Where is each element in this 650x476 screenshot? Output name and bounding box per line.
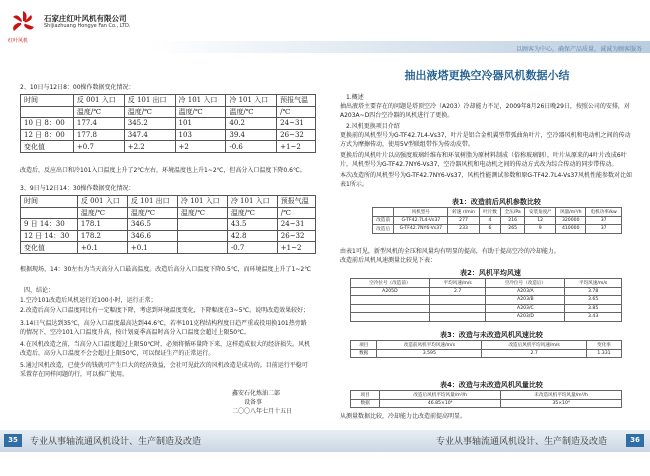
left-table-1 (20, 94, 316, 153)
table-cell: 温度/℃ (177, 207, 227, 219)
table-cell: 12 日 14：30 (21, 230, 78, 242)
conclusion-item-1: 1.空冷101改造后风机运行近100小时，运行正常； (20, 297, 157, 304)
table-cell: 177.8 (73, 129, 124, 141)
table-cell: 数据 (351, 399, 380, 408)
table-cell: 35×10⁴ (501, 399, 622, 408)
right-table-1 (372, 207, 622, 234)
table-cell: 变化率 (586, 341, 621, 350)
table-cell: 电机功率/kw (586, 208, 622, 217)
table-cell: 改造前风机平均风速/m/s (377, 341, 482, 350)
table-cell: 安装角度/° (525, 208, 556, 217)
table-row (21, 207, 316, 219)
table-cell (351, 304, 430, 313)
table-cell: 3.65 (565, 296, 622, 305)
table-cell: 347.4 (124, 129, 175, 141)
table-cell: 24~31 (277, 118, 316, 130)
table-cell: 1.331 (586, 349, 621, 358)
right-section-2-text-2: 更换后的风机叶片以高强度玻璃纤维布和环氧树脂为原材料制成（俗称玻璃钢），叶片从原来的4叶片改成6叶片，风机型号为G-TF42.7NY6-Vs37，空冷器风机和电动机之间的传动方式改为综合传动的同步带传动。 (340, 152, 627, 168)
table-cell (429, 296, 486, 305)
table-cell: 风量/m³/h (556, 208, 586, 217)
footer-text-right: 专业从事轴流通风机设计、生产制造及改造 (436, 437, 608, 447)
table-cell: 全压/Pa (501, 208, 525, 217)
table-cell: 温度/℃ (127, 207, 177, 219)
table-cell: 反 101 出口 (124, 95, 175, 107)
table-cell: 101 (175, 118, 226, 130)
table-cell (21, 106, 74, 118)
table-cell: 410000 (556, 225, 586, 234)
table-cell: 温度/℃ (73, 106, 124, 118)
table-cell: 风机型号 (394, 208, 448, 217)
conclusion-item-4: 4.在风机改造之前，当高分入口温度超过上限50℃时，必须将循环量降下来，这样造成很大的经济损失。风机改造后，高分入口温度不会会超过上限50℃，可以保证生产的正常运行。 (20, 341, 311, 357)
table-cell (373, 208, 394, 217)
table-row (21, 196, 316, 208)
table-row (373, 225, 622, 234)
table-cell: 改造前 (373, 216, 394, 225)
table-cell: 温度/℃ (124, 106, 175, 118)
table-cell: 346.6 (127, 230, 177, 242)
table-cell: 6 (479, 225, 500, 234)
table-cell: 345.2 (124, 118, 175, 130)
table-cell: 216 (501, 216, 525, 225)
table-cell: 39.4 (226, 129, 277, 141)
table-cell: /℃ (277, 207, 315, 219)
left-section-2-title: 3、9日与12日14：30操作数据变化情况： (20, 185, 135, 192)
table-cell: A203/C (486, 304, 565, 313)
right-table-2-caption: 表2：风机平均风速 (460, 269, 521, 277)
table-cell: 12 (525, 216, 556, 225)
table-cell: 预报气温 (277, 196, 315, 208)
table-cell: +0.7 (73, 141, 124, 153)
table-cell: 冷 101 入口 (175, 95, 226, 107)
left-section-1-title: 2、10日与12日8：00操作数据变化情况： (20, 84, 135, 91)
table-cell: 平均风速/m/s (429, 279, 486, 288)
right-table-3 (350, 340, 622, 358)
table-cell: +2 (175, 141, 226, 153)
left-paragraph-1: 改造后，反应出口和冷101入口温度上升了2℃左右，环境温度也上升1~2℃，但高分入口温度下降0.6℃。 (20, 167, 306, 174)
company-name-cn: 石家庄红叶风机有限公司 (44, 14, 127, 23)
table-cell: 37 (586, 216, 622, 225)
right-section-1-title: 1.概述 (346, 94, 364, 101)
header-slogan: 以顾客为中心，确保产品质量，诚诚为顾客服务 (515, 46, 642, 53)
table-cell: G-TF42.7L4-Vs37 (394, 216, 448, 225)
right-text-table-2-intro: 改造前后风机风速测量比较见下表： (340, 257, 437, 264)
conclusion-item-5: 5.通过风机改造，已使少的钱就可产生巨大的经济效益，会社可见此次的风机改造是成功的。目前运行平稳可采置存在同样问题的行，可以推广使用。 (20, 362, 308, 378)
table-cell: -0.6 (226, 141, 277, 153)
table-cell: 4 (479, 216, 500, 225)
conclusion-item-3: 3.14日气温达到35℃，高分入口温度最高达到44.6℃，若率101克程结构程度日趋严重或投用换101热旁路的情况下，空冷101入口温度升高，按计划夏季高温时高分入口温度会超过上限50℃。 (20, 320, 307, 336)
table-cell: 转速 r/min (448, 208, 480, 217)
signature-office: 设备事 (244, 399, 263, 406)
table-cell: 反 001 入口 (73, 95, 124, 107)
table-cell (177, 219, 227, 231)
table-cell (429, 313, 486, 322)
right-final-text: 从测量数据比较，冷却能力比改造前提高明显。 (340, 413, 467, 420)
right-section-1-text: 抽出液塔主要存在的问题是塔顶空冷（A203）冷却能力不足，2009年8月26日晚29日，按照公司的安排，对A203A~D四台空冷器的风机进行了更换。 (340, 103, 630, 119)
right-table-1-caption: 表1：改造前后风机参数比较 (452, 198, 541, 206)
table-cell: 叶片数 (479, 208, 500, 217)
right-table-2 (350, 278, 622, 322)
table-cell: 46.85×10⁴ (380, 399, 501, 408)
table-row (21, 141, 316, 153)
table-cell: 反 101 出口 (127, 196, 177, 208)
table-cell: 改造后 (373, 225, 394, 234)
table-cell: 冷 101 入口 (226, 95, 277, 107)
table-row (351, 349, 622, 358)
table-cell: 数据 (351, 349, 377, 358)
right-section-2-title: 2.风机更换项目介绍 (346, 123, 400, 130)
table-cell: 时间 (21, 95, 74, 107)
table-cell: 温度/℃ (175, 106, 226, 118)
conclusion-title: 四、结论： (24, 287, 55, 294)
table-cell (351, 313, 430, 322)
table-cell: 9 (525, 225, 556, 234)
table-row (351, 304, 622, 313)
table-cell: 24~31 (277, 219, 315, 231)
right-text-after-table-1: 由表1可见，新型风机的全压和风量均有明显的提高，有助于提高空冷的冷却能力。 (340, 248, 560, 255)
table-row (373, 216, 622, 225)
table-row (21, 242, 316, 254)
table-cell: 10 日 8：00 (21, 118, 74, 130)
table-row (351, 296, 622, 305)
right-page-title: 抽出液塔更换空冷器风机数据小结 (404, 69, 570, 82)
table-cell (177, 230, 227, 242)
table-cell: 26~32 (277, 129, 316, 141)
table-cell: 变化值 (21, 242, 78, 254)
table-row (21, 230, 316, 242)
table-cell: 空冷位号（改造前） (351, 279, 430, 288)
table-row (351, 287, 622, 296)
table-cell: 37 (586, 225, 622, 234)
signature-department: 鑫安石化炼油二部 (232, 390, 281, 397)
table-cell: 40.2 (226, 118, 277, 130)
table-cell: 改造后风机平均风速/m/s (482, 341, 587, 350)
table-cell: 平均风速/m/s (565, 279, 622, 288)
table-row (21, 129, 316, 141)
table-cell: 项目 (351, 341, 377, 350)
table-cell: +2.2 (124, 141, 175, 153)
table-cell: 项目 (351, 391, 380, 400)
table-cell: 3.85 (565, 304, 622, 313)
table-cell: 178.2 (77, 230, 127, 242)
table-cell: A203/B (486, 296, 565, 305)
table-row (351, 341, 622, 350)
page-footer (0, 430, 650, 476)
table-cell: 42.8 (227, 230, 277, 242)
table-cell: 3.43 (565, 313, 622, 322)
table-row (21, 106, 316, 118)
table-cell (429, 304, 486, 313)
logo-caption: 红叶风机 (8, 38, 29, 44)
table-cell: /℃ (277, 106, 316, 118)
table-cell: 26~32 (277, 230, 315, 242)
table-cell: 3.78 (565, 287, 622, 296)
left-paragraph-2: 根据现场、14：30左右为当天高分入口最高温度。改造后高分入口温度下降0.5℃，而环境温度上升了1~2℃ (20, 266, 311, 273)
table-cell: 反 001 入口 (77, 196, 127, 208)
page-number-left: 35 (4, 434, 22, 447)
red-fan-logo-icon (10, 10, 36, 36)
table-cell: 时间 (21, 196, 78, 208)
table-cell: 3.595 (377, 349, 482, 358)
table-cell: A203/D (486, 313, 565, 322)
right-section-2-text-1: 更换前的风机型号为G-TF42.7L4-Vs37，叶片是铝合金机翼型带弧曲角叶片，空冷器风机和电动机之间的传动方式为摩擦传动，使用5V型联组带作为传动皮带。 (340, 132, 631, 148)
signature-date: 二〇〇八年七月十五日 (232, 408, 293, 415)
table-cell: 预报气温 (277, 95, 316, 107)
table-cell: 温度/℃ (227, 207, 277, 219)
table-cell: +1~2 (277, 141, 316, 153)
footer-text-left: 专业从事轴流通风机设计、生产制造及改造 (30, 437, 202, 447)
table-row (21, 95, 316, 107)
right-section-2-text-3: 本次改造所的风机型号为G-TF42.7NY6-Vs37，风机性能测试参数和原G-TF42.7L4-Vs37风机性能参数对比如表1所示。 (340, 172, 632, 188)
table-cell: 43.5 (227, 219, 277, 231)
table-cell: G-TF42.7NY6-Vs37 (394, 225, 448, 234)
table-cell: A203/A (486, 287, 565, 296)
table-cell: 未改造风机平均风量/m³/h (501, 391, 622, 400)
table-cell: 177.4 (73, 118, 124, 130)
table-cell: 12 日 8：00 (21, 129, 74, 141)
page-header (0, 0, 650, 52)
table-cell (177, 242, 227, 254)
conclusion-item-2: 2.改造后高分入口温度同比有一定幅度下降，考虑到环境温度变化，下降幅度在3~5℃，说明改造效果较好； (20, 307, 310, 314)
table-cell: 178.1 (77, 219, 127, 231)
table-cell: 改造后风机平均风量/m³/h (380, 391, 501, 400)
table-row (373, 208, 622, 217)
table-cell: -0.7 (227, 242, 277, 254)
table-row (351, 399, 622, 408)
table-cell: 温度/℃ (226, 106, 277, 118)
table-cell: +0.1 (77, 242, 127, 254)
table-cell: 2.7 (482, 349, 587, 358)
table-cell: 变化值 (21, 141, 74, 153)
table-cell: 103 (175, 129, 226, 141)
table-cell: 冷 101 入口 (177, 196, 227, 208)
table-cell: 9 日 14：30 (21, 219, 78, 231)
table-cell: 冷 101 入口 (227, 196, 277, 208)
table-cell: 277 (448, 216, 480, 225)
table-cell: +0.1 (127, 242, 177, 254)
table-row (351, 391, 622, 400)
table-cell (21, 207, 78, 219)
page-number-right: 36 (626, 434, 644, 447)
table-cell: 320000 (556, 216, 586, 225)
table-row (351, 313, 622, 322)
company-name-en: Shijiazhuang Hongye Fan Co., LTD. (44, 23, 131, 29)
table-cell: 温度/℃ (77, 207, 127, 219)
table-row (351, 279, 622, 288)
right-table-3-caption: 表3：改造与未改造风机风速比较 (440, 331, 543, 339)
table-cell (351, 296, 430, 305)
table-cell: 346.5 (127, 219, 177, 231)
left-table-2 (20, 195, 316, 254)
table-cell: A205D (351, 287, 430, 296)
table-cell: 2.7 (429, 287, 486, 296)
table-cell: 空冷位号（改造后） (486, 279, 565, 288)
table-cell: 265 (501, 225, 525, 234)
table-row (21, 118, 316, 130)
right-table-4-caption: 表4：改造与未改造风机风量比较 (440, 381, 543, 389)
table-cell: 233 (448, 225, 480, 234)
table-cell: +1~2 (277, 242, 315, 254)
right-table-4 (350, 390, 622, 408)
table-row (21, 219, 316, 231)
